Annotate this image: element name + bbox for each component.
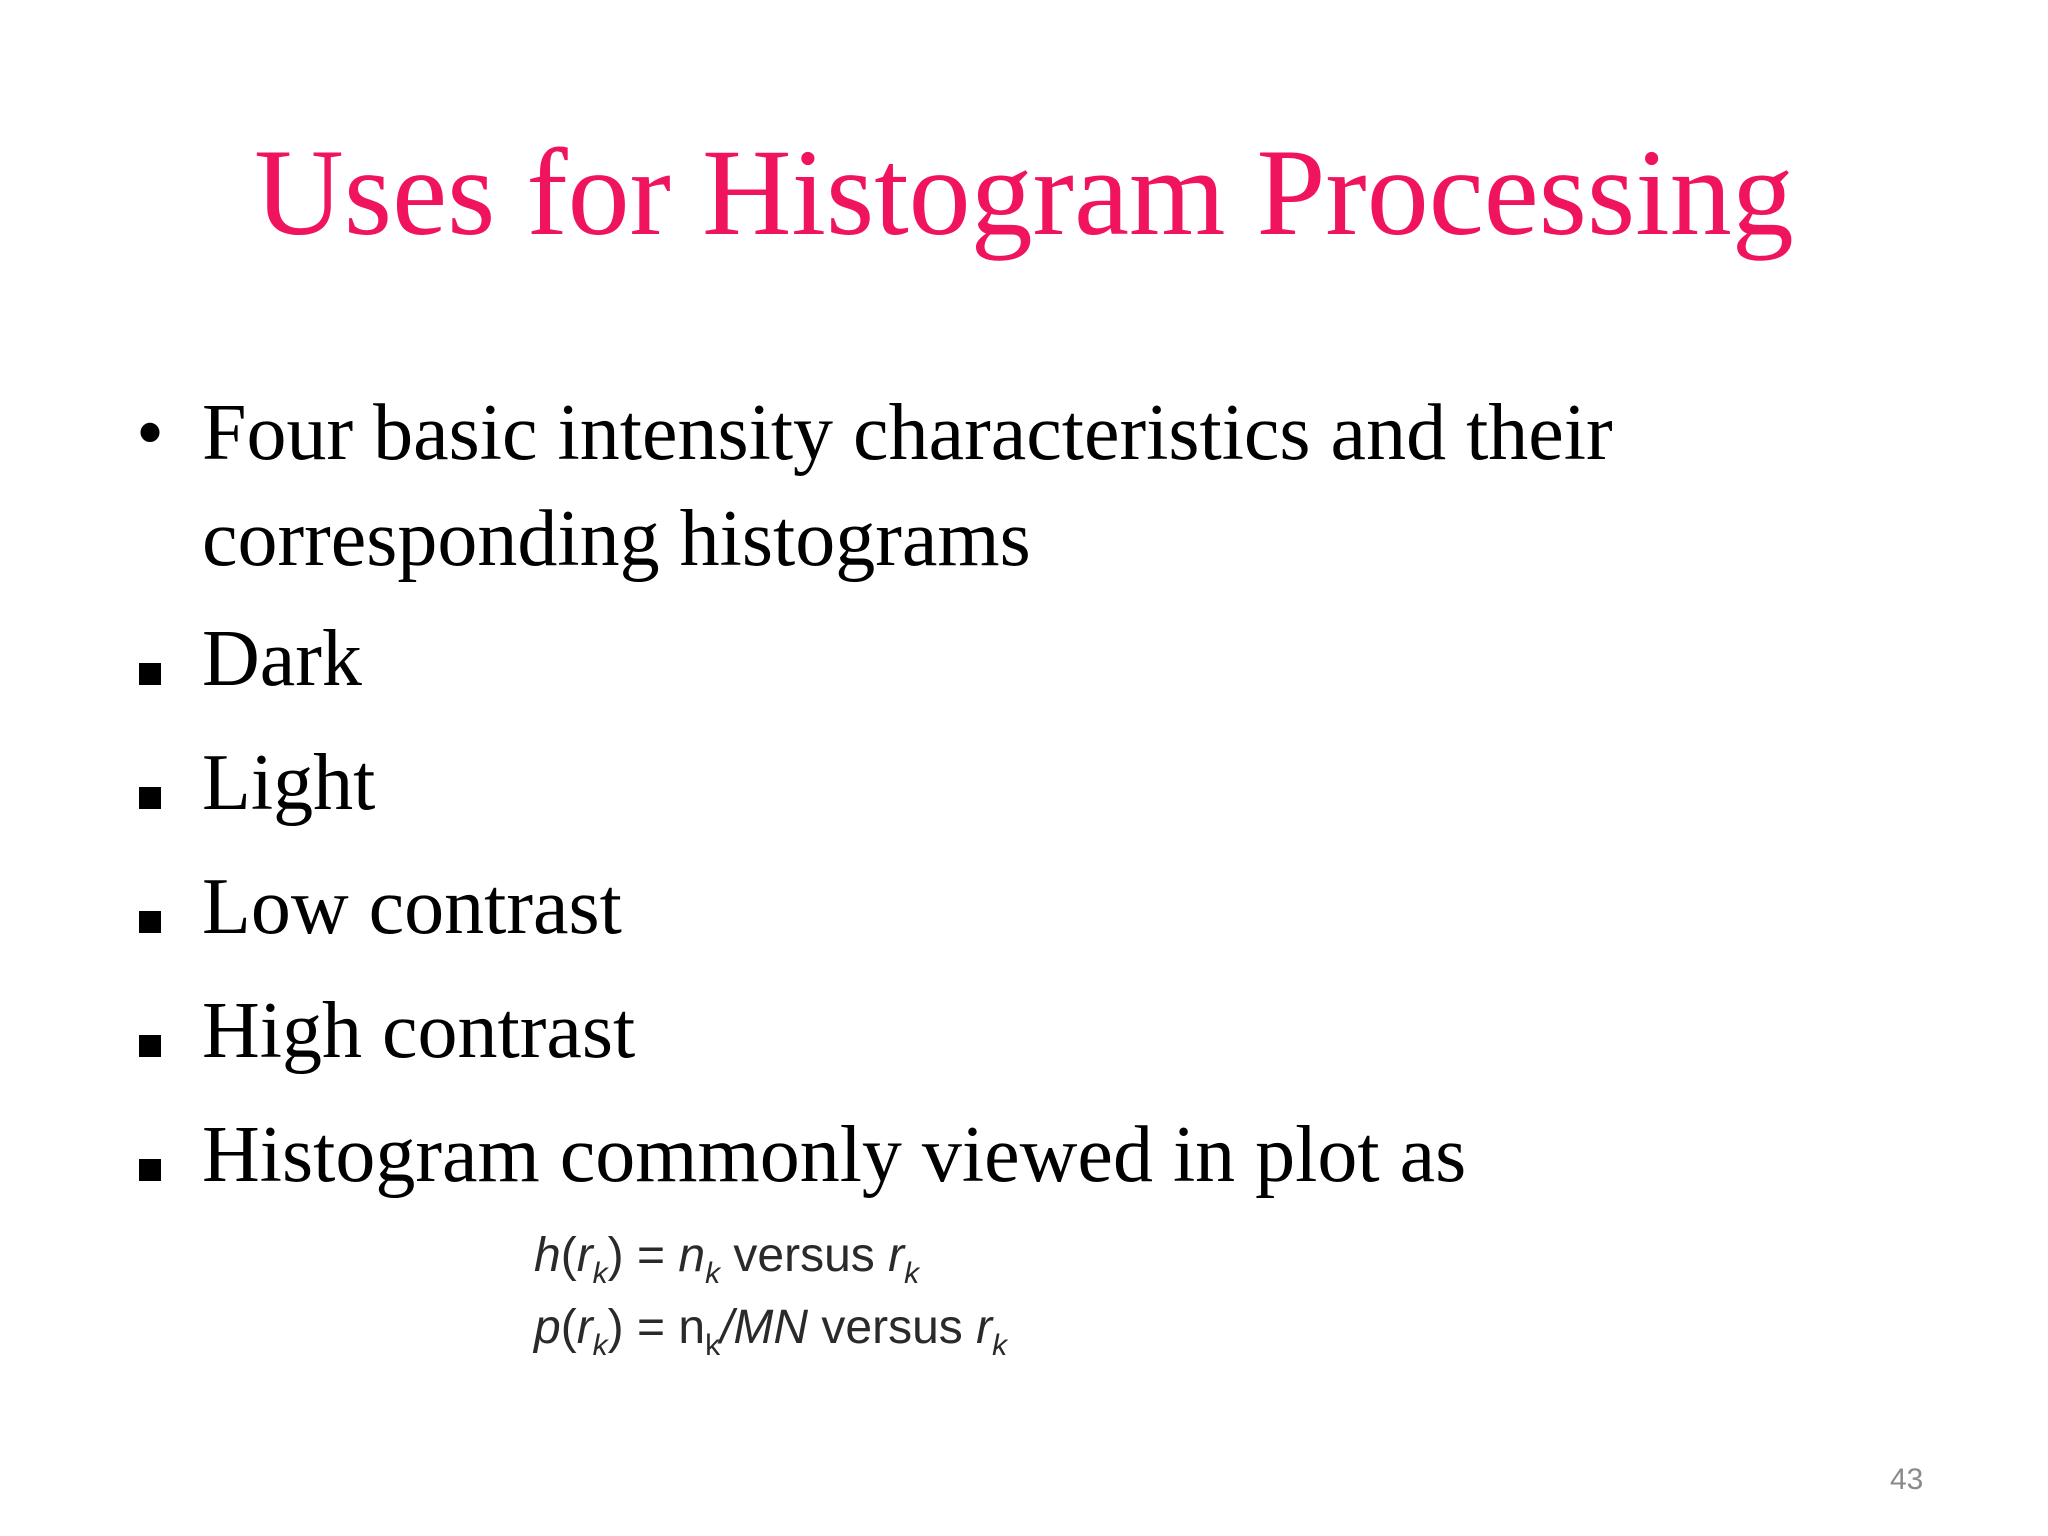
formula-equals: = bbox=[637, 1301, 666, 1354]
disc-bullet-icon: • bbox=[135, 389, 164, 477]
bullet-item bbox=[130, 730, 1980, 836]
formula-var: r bbox=[976, 1301, 993, 1354]
formula-divisor: /MN bbox=[720, 1301, 809, 1354]
formula-var: r bbox=[888, 1229, 905, 1282]
formula-sub: k bbox=[992, 1329, 1008, 1362]
formula-sub: k bbox=[592, 1257, 608, 1290]
bullet-item bbox=[130, 380, 1980, 592]
formula-var: r bbox=[576, 1229, 593, 1282]
slide-title: Uses for Histogram Processing bbox=[254, 124, 1794, 261]
square-bullet-icon bbox=[130, 978, 170, 1084]
bullet-text: Histogram commonly viewed in plot as bbox=[202, 1111, 1467, 1199]
formula-versus: versus bbox=[821, 1301, 963, 1354]
formula-equals: = bbox=[637, 1229, 666, 1282]
bullet-text: Light bbox=[202, 739, 376, 827]
bullet-list bbox=[130, 380, 1980, 1226]
bullet-item bbox=[130, 978, 1980, 1084]
page-number: 43 bbox=[1890, 1463, 1924, 1496]
bullet-item bbox=[130, 854, 1980, 960]
bullet-text: Dark bbox=[202, 615, 362, 703]
formula-var: r bbox=[576, 1301, 593, 1354]
square-bullet-icon bbox=[130, 606, 170, 712]
square-bullet-icon bbox=[130, 730, 170, 836]
bullet-item bbox=[130, 1102, 1980, 1208]
formula-line-p: $p(r_k) = n_k/MN$ versus $r_k$ bbox=[534, 1301, 1008, 1362]
formula-func: p bbox=[534, 1301, 561, 1354]
bullet-text: Low contrast bbox=[202, 863, 622, 951]
formula-versus: versus bbox=[733, 1229, 875, 1282]
square-bullet-icon bbox=[130, 854, 170, 960]
formula-func: h bbox=[534, 1229, 561, 1282]
formula-var: n bbox=[678, 1229, 706, 1282]
bullet-text: Four basic intensity characteristics and their corresponding histograms bbox=[202, 389, 1613, 583]
bullet-item bbox=[130, 606, 1980, 712]
square-bullet-icon bbox=[130, 1102, 170, 1208]
formula-sub: k bbox=[904, 1257, 920, 1290]
formula-line-h: $h(r_k) = n_k$ versus $r_k$ bbox=[534, 1229, 920, 1290]
formula-sub: k bbox=[592, 1329, 608, 1362]
formula-sub: k bbox=[705, 1257, 721, 1290]
bullet-text: High contrast bbox=[202, 987, 636, 1075]
formula-sub: k bbox=[705, 1329, 721, 1362]
formula-var: n bbox=[678, 1301, 706, 1354]
histogram-formulas bbox=[534, 1220, 1007, 1364]
